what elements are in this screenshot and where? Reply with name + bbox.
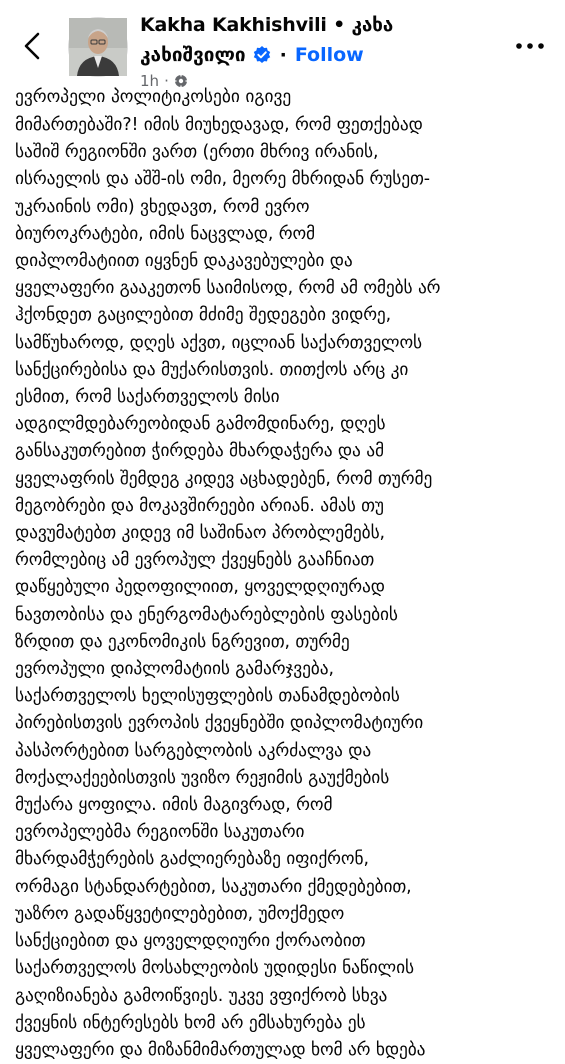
- avatar-photo-icon: [69, 18, 127, 76]
- post-body-text: მიმართებაში?! იმის მიუხედავად, რომ ფეთქებად საშიშ რეგიონში ვართ (ერთი მხრივ ირანის, ისრაელის და აშშ-ის ომი, მეორე მხრიდან რუსეთ- უკრაინის ომი) ვხედავთ, რომ ევრო ბიუროკრატები, იმის ნაცვლად, რომ დიპლომატიით იყვნენ დაკავებულები და ყველაფერი გააკეთონ საიმისოდ, რომ ამ ომებს არ ჰქონდეთ გაცილებით მძიმე შედეგები ვიდრე, სამწუხაროდ, დღეს აქვთ, იცლიან საქართველოს სანქცირებისა და მუქარისთვის. თითქოს არც კი ესმით, რომ საქართველოს მისი ადგილმდებარეობიდან გამომდინარე, დღეს განსაკუთრებით ჭირდება მხარდაჭერა და ამ ყველაფრის შემდეგ კიდევ აცხადებენ, რომ თურმე მეგობრები და მოკავშირეები არიან. ამას თუ დავუმატებთ კიდევ იმ საშინაო პრობლემებს, რომლებიც ამ ევროპულ ქვეყნებს გააჩნიათ დაწყებული პედოფილიით, ყოველდღიურად ნავთობისა და ენერგომატარებლების ფასების ზრდით და ეკონომიკის ნგრევით, თურმე ევროპული დიპლომატიის გამარჯვება, საქართველოს ხელისუფლების თანამდებობის პირებისთვის ევროპის ქვეყნებში დიპლომატიური პასპორტებით სარგებლობის აკრძალვა და მოქალაქეებისთვის უვიზო რეჟიმის გაუქმების მუქარა ყოფილა. იმის მაგივრად, რომ ევროპელებმა რეგიონში საკუთარი მხარდამჭერების გაძლიერებაზე იფიქრონ, ორმაგი სტანდარტებით, საკუთარი ქმედებებით, უაზრო გადაწყვეტილებებით, უმოქმედო სანქციებით და ყოველდღიური ქორაობით საქართველოს მოსახლეობის უდიდესი ნაწილის გაღიზიანება გამოიწვიეს. უკვე ვფიქრობ სხვა ქვეყნის ინტერესებს ხომ არ ემსახურება ეს ყველაფერი და მიზანმიმართულად ხომ არ ხდება: [15, 115, 441, 1060]
- author-avatar[interactable]: [68, 17, 128, 77]
- meta-separator: ·: [164, 72, 169, 90]
- clipped-line-text: ევროპელი პოლიტიკოსები იგივე: [15, 87, 292, 107]
- author-name-row: [140, 44, 364, 66]
- post-timestamp[interactable]: 1h: [140, 72, 160, 90]
- verified-badge-icon: [252, 45, 272, 65]
- follow-button[interactable]: Follow: [294, 44, 364, 66]
- clipped-previous-line: [15, 87, 555, 110]
- more-options-icon[interactable]: [515, 38, 545, 54]
- name-follow-separator: ·: [279, 44, 287, 66]
- author-name-line1[interactable]: Kakha Kakhishvili • კახა: [140, 14, 394, 36]
- author-name-line2[interactable]: კახიშვილი: [140, 44, 246, 66]
- back-arrow-icon[interactable]: [18, 28, 48, 64]
